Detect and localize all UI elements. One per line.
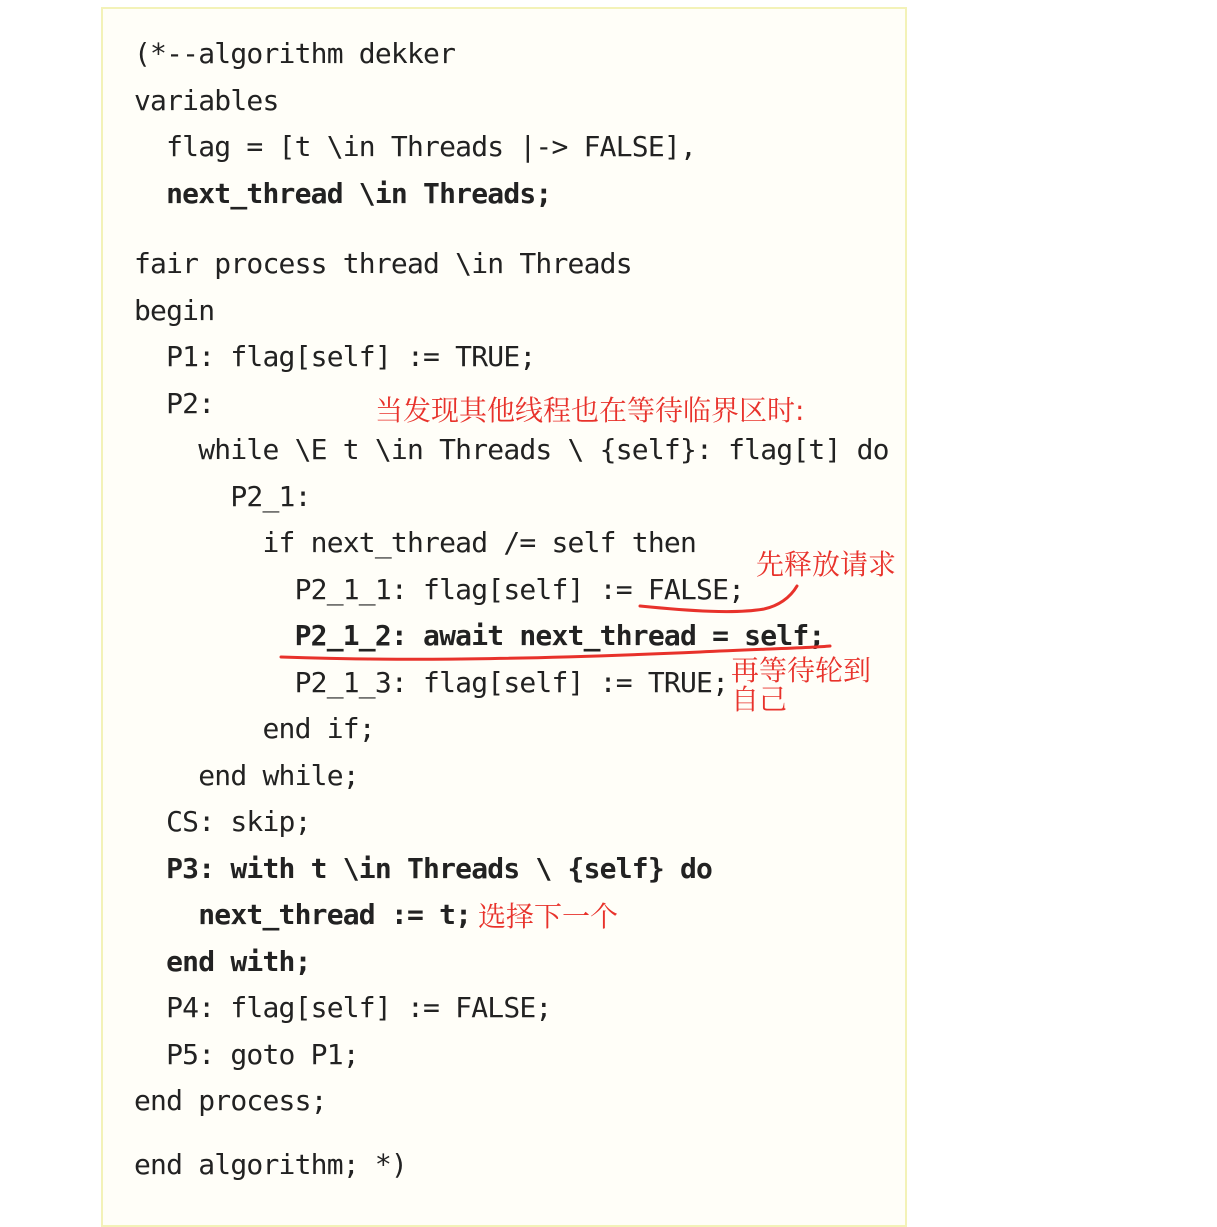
- code-line: begin: [134, 294, 215, 327]
- code-line: while \E t \in Threads \ {self}: flag[t] do: [134, 433, 889, 466]
- code-line: variables: [134, 84, 279, 117]
- code-line: flag = [t \in Threads |-> FALSE],: [134, 130, 697, 163]
- code-line: P2_1_2: await next_thread = self;: [134, 619, 825, 652]
- code-line: P1: flag[self] := TRUE;: [134, 340, 536, 373]
- code-line: (*--algorithm dekker: [134, 37, 456, 70]
- annotation-p2-note: 当发现其他线程也在等待临界区时:: [375, 394, 805, 427]
- annotation-wait-note-line2: 自己: [731, 683, 788, 716]
- underline-false-stroke: [640, 586, 797, 612]
- code-line: end with;: [134, 945, 311, 978]
- code-line: P2_1:: [134, 480, 311, 513]
- annotation-select-note: 选择下一个: [478, 900, 619, 933]
- code-line: fair process thread \in Threads: [134, 247, 632, 280]
- annotation-wait-note-line1: 再等待轮到: [731, 654, 872, 687]
- code-line: end algorithm; *): [134, 1148, 407, 1181]
- annotation-release-note: 先释放请求: [756, 548, 897, 581]
- code-line: end if;: [134, 712, 375, 745]
- code-line: next_thread \in Threads;: [134, 177, 552, 210]
- code-line: end process;: [134, 1084, 327, 1117]
- code-line: P4: flag[self] := FALSE;: [134, 991, 552, 1024]
- code-line: P5: goto P1;: [134, 1038, 359, 1071]
- code-line: P2:: [134, 387, 215, 420]
- code-line: P2_1_1: flag[self] := FALSE;: [134, 573, 745, 606]
- code-line: if next_thread /= self then: [134, 526, 697, 559]
- underline-await-stroke: [281, 646, 830, 659]
- code-line: next_thread := t;: [134, 898, 472, 931]
- code-line: CS: skip;: [134, 805, 311, 838]
- code-line: end while;: [134, 759, 359, 792]
- code-line: P3: with t \in Threads \ {self} do: [134, 852, 713, 885]
- code-line: P2_1_3: flag[self] := TRUE;: [134, 666, 729, 699]
